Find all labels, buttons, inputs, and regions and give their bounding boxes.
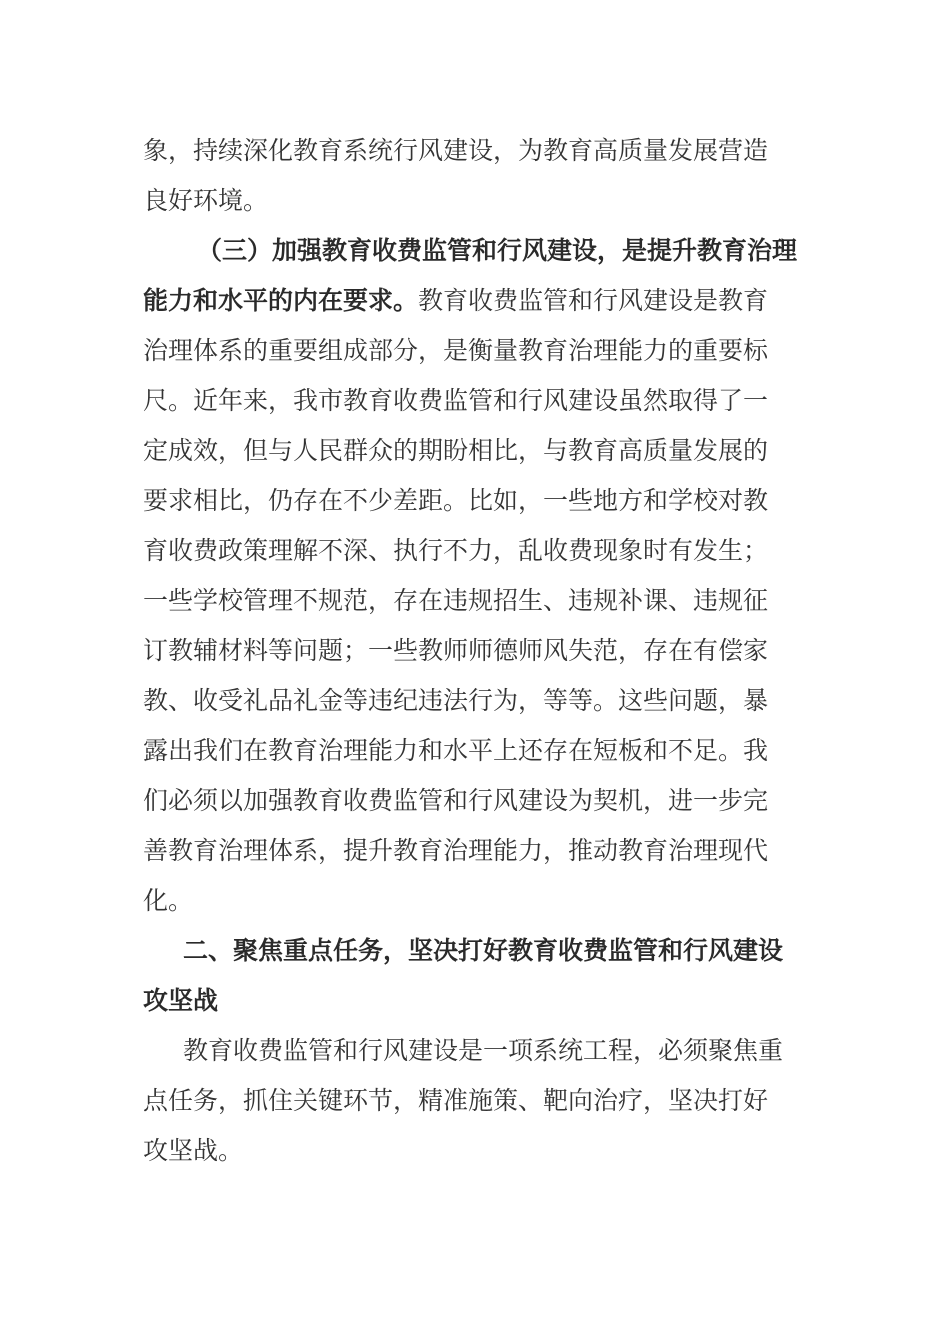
- paragraph-line: 点任务，抓住关键环节，精准施策、靶向治疗，坚决打好: [143, 1086, 769, 1115]
- paragraph-line: 露出我们在教育治理能力和水平上还存在短板和不足。我: [143, 736, 769, 765]
- paragraph-line: 一些学校管理不规范，存在违规招生、违规补课、违规征: [143, 586, 769, 615]
- paragraph-line: 教育收费监管和行风建设是一项系统工程，必须聚焦重: [183, 1036, 784, 1065]
- paragraph-line: 育收费政策理解不深、执行不力，乱收费现象时有发生；: [143, 536, 769, 565]
- section-heading-line: （三）加强教育收费监管和行风建设，是提升教育治理: [197, 236, 798, 265]
- document-body: [143, 126, 807, 1176]
- paragraph-line: 要求相比，仍存在不少差距。比如，一些地方和学校对教: [143, 486, 769, 515]
- paragraph-line: 订教辅材料等问题；一些教师师德师风失范，存在有偿家: [143, 636, 769, 665]
- paragraph-line: 们必须以加强教育收费监管和行风建设为契机，进一步完: [143, 786, 769, 815]
- section-heading-tail: 能力和水平的内在要求。: [143, 286, 419, 315]
- paragraph-line: 化。: [143, 886, 194, 915]
- paragraph-line: [143, 276, 807, 326]
- chapter-heading-line: 二、聚焦重点任务，坚决打好教育收费监管和行风建设: [183, 936, 784, 965]
- paragraph-line: 教、收受礼品礼金等违纪违法行为，等等。这些问题，暴: [143, 686, 769, 715]
- chapter-heading-line: 攻坚战: [143, 986, 219, 1015]
- paragraph-line: 善教育治理体系，提升教育治理能力，推动教育治理现代: [143, 836, 769, 865]
- paragraph-line: 尺。近年来，我市教育收费监管和行风建设虽然取得了一: [143, 386, 769, 415]
- paragraph-line: 象，持续深化教育系统行风建设，为教育高质量发展营造: [143, 136, 769, 165]
- paragraph-line: 治理体系的重要组成部分，是衡量教育治理能力的重要标: [143, 336, 769, 365]
- paragraph-text: 教育收费监管和行风建设是教育: [418, 286, 769, 315]
- paragraph-line: 定成效，但与人民群众的期盼相比，与教育高质量发展的: [143, 436, 769, 465]
- paragraph-line: 良好环境。: [143, 186, 269, 215]
- paragraph-line: 攻坚战。: [143, 1136, 244, 1165]
